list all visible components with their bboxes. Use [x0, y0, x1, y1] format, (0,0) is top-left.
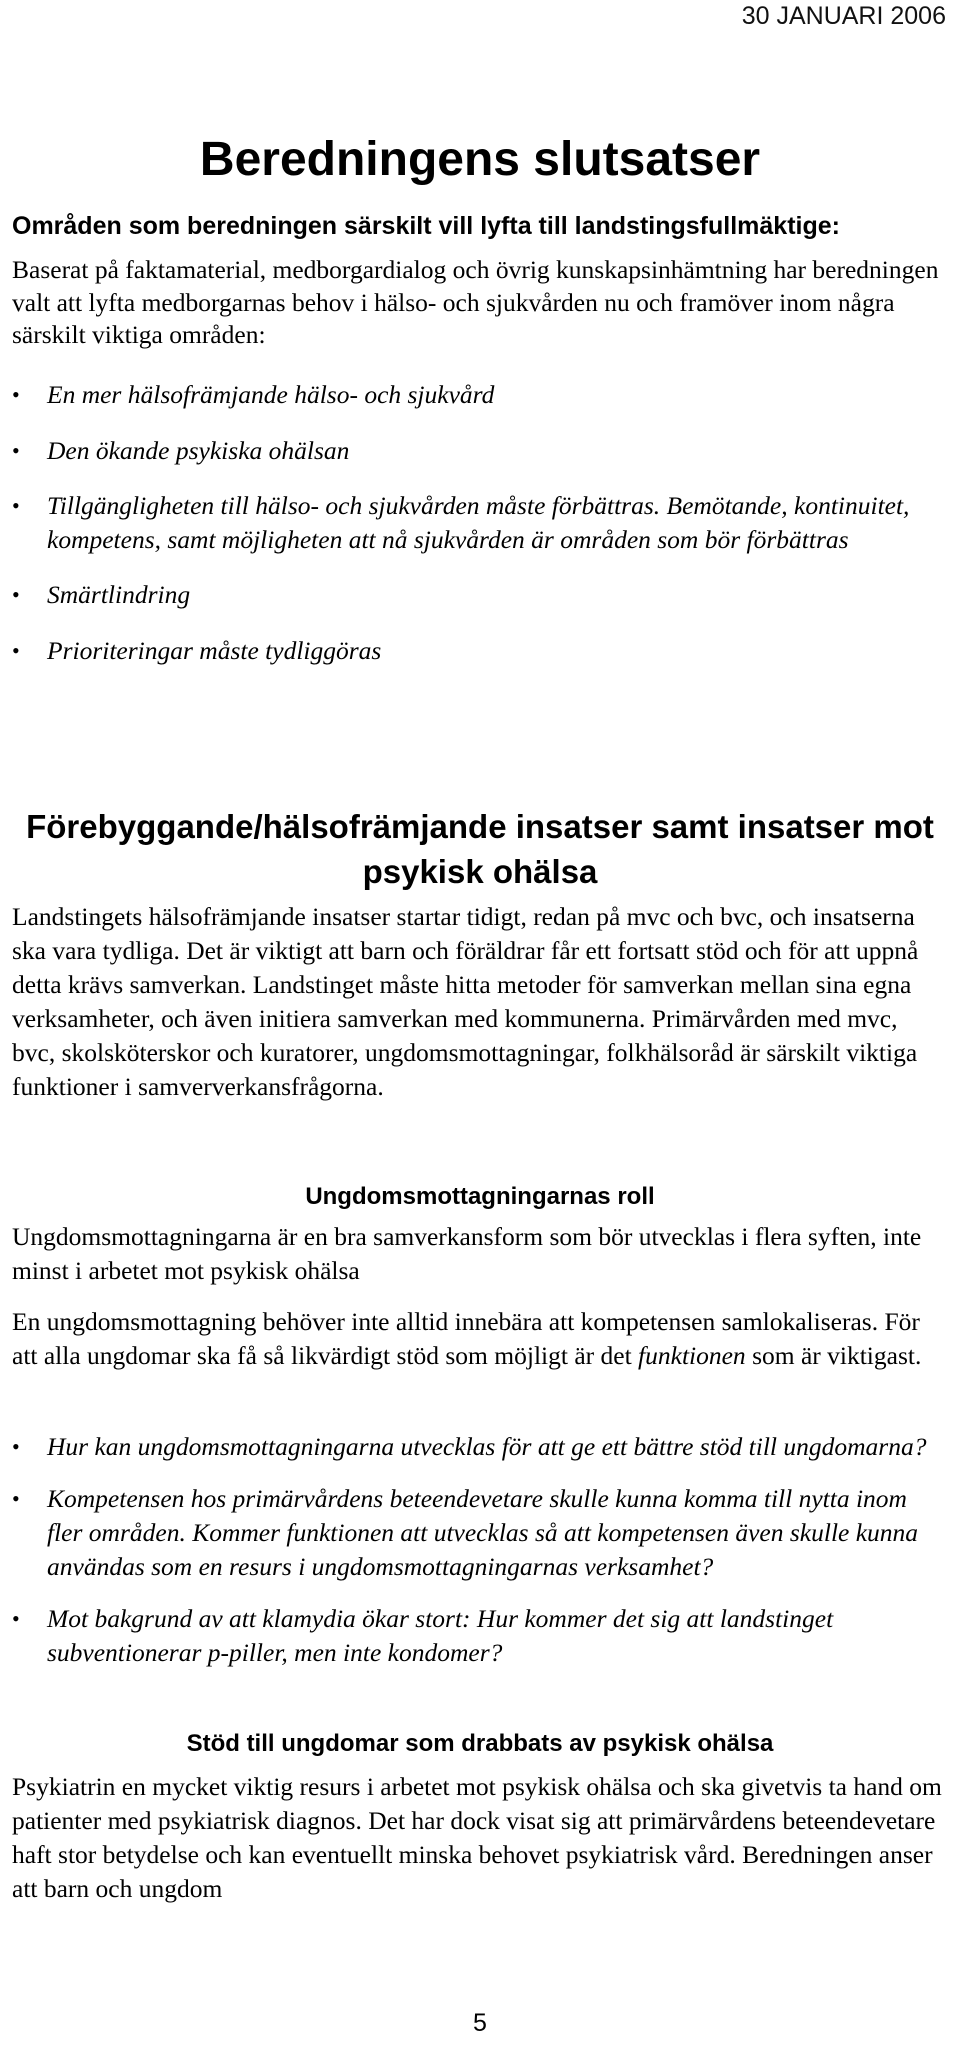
- section-heading-youth-clinics: Ungdomsmottagningarnas roll: [305, 1183, 655, 1210]
- list-item: • Tillgängligheten till hälso- och sjukvården måste förbättras. Bemötande, kontinuitet, kompetens, samt möjligheten att nå sjukvården är områden som bör förbättras: [12, 491, 910, 554]
- list-item: • Hur kan ungdomsmottagningarna utvecklas för att ge ett bättre stöd till ungdomarna?: [12, 1430, 937, 1464]
- page-number: 5: [473, 2009, 487, 2037]
- youth-clinics-paragraph-1: Ungdomsmottagningarna är en bra samverkansform som bör utvecklas i flera syften, inte minst i arbetet mot psykisk ohälsa: [12, 1222, 922, 1285]
- header-date: 30 JANUARI 2006: [741, 2, 946, 30]
- bullet-icon: •: [12, 1486, 20, 1511]
- youth-clinics-paragraph-2: En ungdomsmottagning behöver inte alltid innebära att kompetensen samlokaliseras. För att alla ungdomar ska få så likvärdigt stöd som möjligt är det funktionen som är viktigast.: [12, 1307, 922, 1370]
- bullet-icon: •: [12, 382, 20, 407]
- bullet-icon: •: [12, 1434, 20, 1459]
- list-item: • En mer hälsofrämjande hälso- och sjukvård: [12, 378, 937, 412]
- bullet-icon: •: [12, 1606, 20, 1631]
- bullet-icon: •: [12, 437, 20, 463]
- list-item: • Mot bakgrund av att klamydia ökar stort: Hur kommer det sig att landstinget subventionerar p-piller, men inte kondomer?: [12, 1604, 834, 1667]
- prevention-paragraph: Landstingets hälsofrämjande insatser startar tidigt, redan på mvc och bvc, och insatserna ska vara tydliga. Det är viktigt att barn och föräldrar får ett fortsatt stöd och för att uppnå detta krävs samverkan. Landstinget måste hitta metoder för samverkan mellan sina egna verksamheter, och även initiera samverkan med kommunerna. Primärvården med mvc, bvc, skolsköterskor och kuratorer, ungdomsmottagningar, folkhälsoråd är särskilt viktiga funktioner i samververkansfrågorna.: [12, 902, 919, 1101]
- page-title: Beredningens slutsatser: [199, 133, 761, 186]
- section-lead: Områden som beredningen särskilt vill lyfta till landstingsfullmäktige:: [12, 212, 840, 240]
- list-item: • Smärtlindring: [12, 578, 937, 612]
- list-item: • Den ökande psykiska ohälsan: [12, 434, 937, 468]
- emphasis-text: funktionen: [638, 1341, 746, 1370]
- focus-areas-list: [12, 378, 937, 689]
- questions-list: [12, 1430, 937, 1688]
- bullet-icon: •: [12, 582, 20, 607]
- bullet-icon: •: [12, 493, 20, 518]
- list-item: • Kompetensen hos primärvårdens beteendevetare skulle kunna komma till nytta inom fler områden. Kommer funktionen att utvecklas så att kompetensen även skulle kunna användas som en resurs i ungdomsmottagningarnas verksamhet?: [12, 1484, 919, 1581]
- section-heading-youth-support: Stöd till ungdomar som drabbats av psykisk ohälsa: [186, 1730, 774, 1757]
- bullet-icon: •: [12, 637, 20, 663]
- list-item: • Prioriteringar måste tydliggöras: [12, 634, 937, 668]
- intro-paragraph: Baserat på faktamaterial, medborgardialog och övrig kunskapsinhämtning har beredningen valt att lyfta medborgarnas behov i hälso- och sjukvården nu och framöver inom några särskilt viktiga områden:: [12, 255, 939, 349]
- youth-support-paragraph: Psykiatrin en mycket viktig resurs i arbetet mot psykisk ohälsa och ska givetvis ta hand om patienter med psykiatrisk diagnos. Det har dock visat sig att primärvårdens beteendevetare haft stor betydelse och kan eventuellt minska behovet psykiatrisk vård. Beredningen anser att barn och ungdom: [12, 1772, 942, 1903]
- section-heading-prevention: Förebyggande/hälsofrämjande insatser samt insatser mot psykisk ohälsa: [26, 808, 934, 890]
